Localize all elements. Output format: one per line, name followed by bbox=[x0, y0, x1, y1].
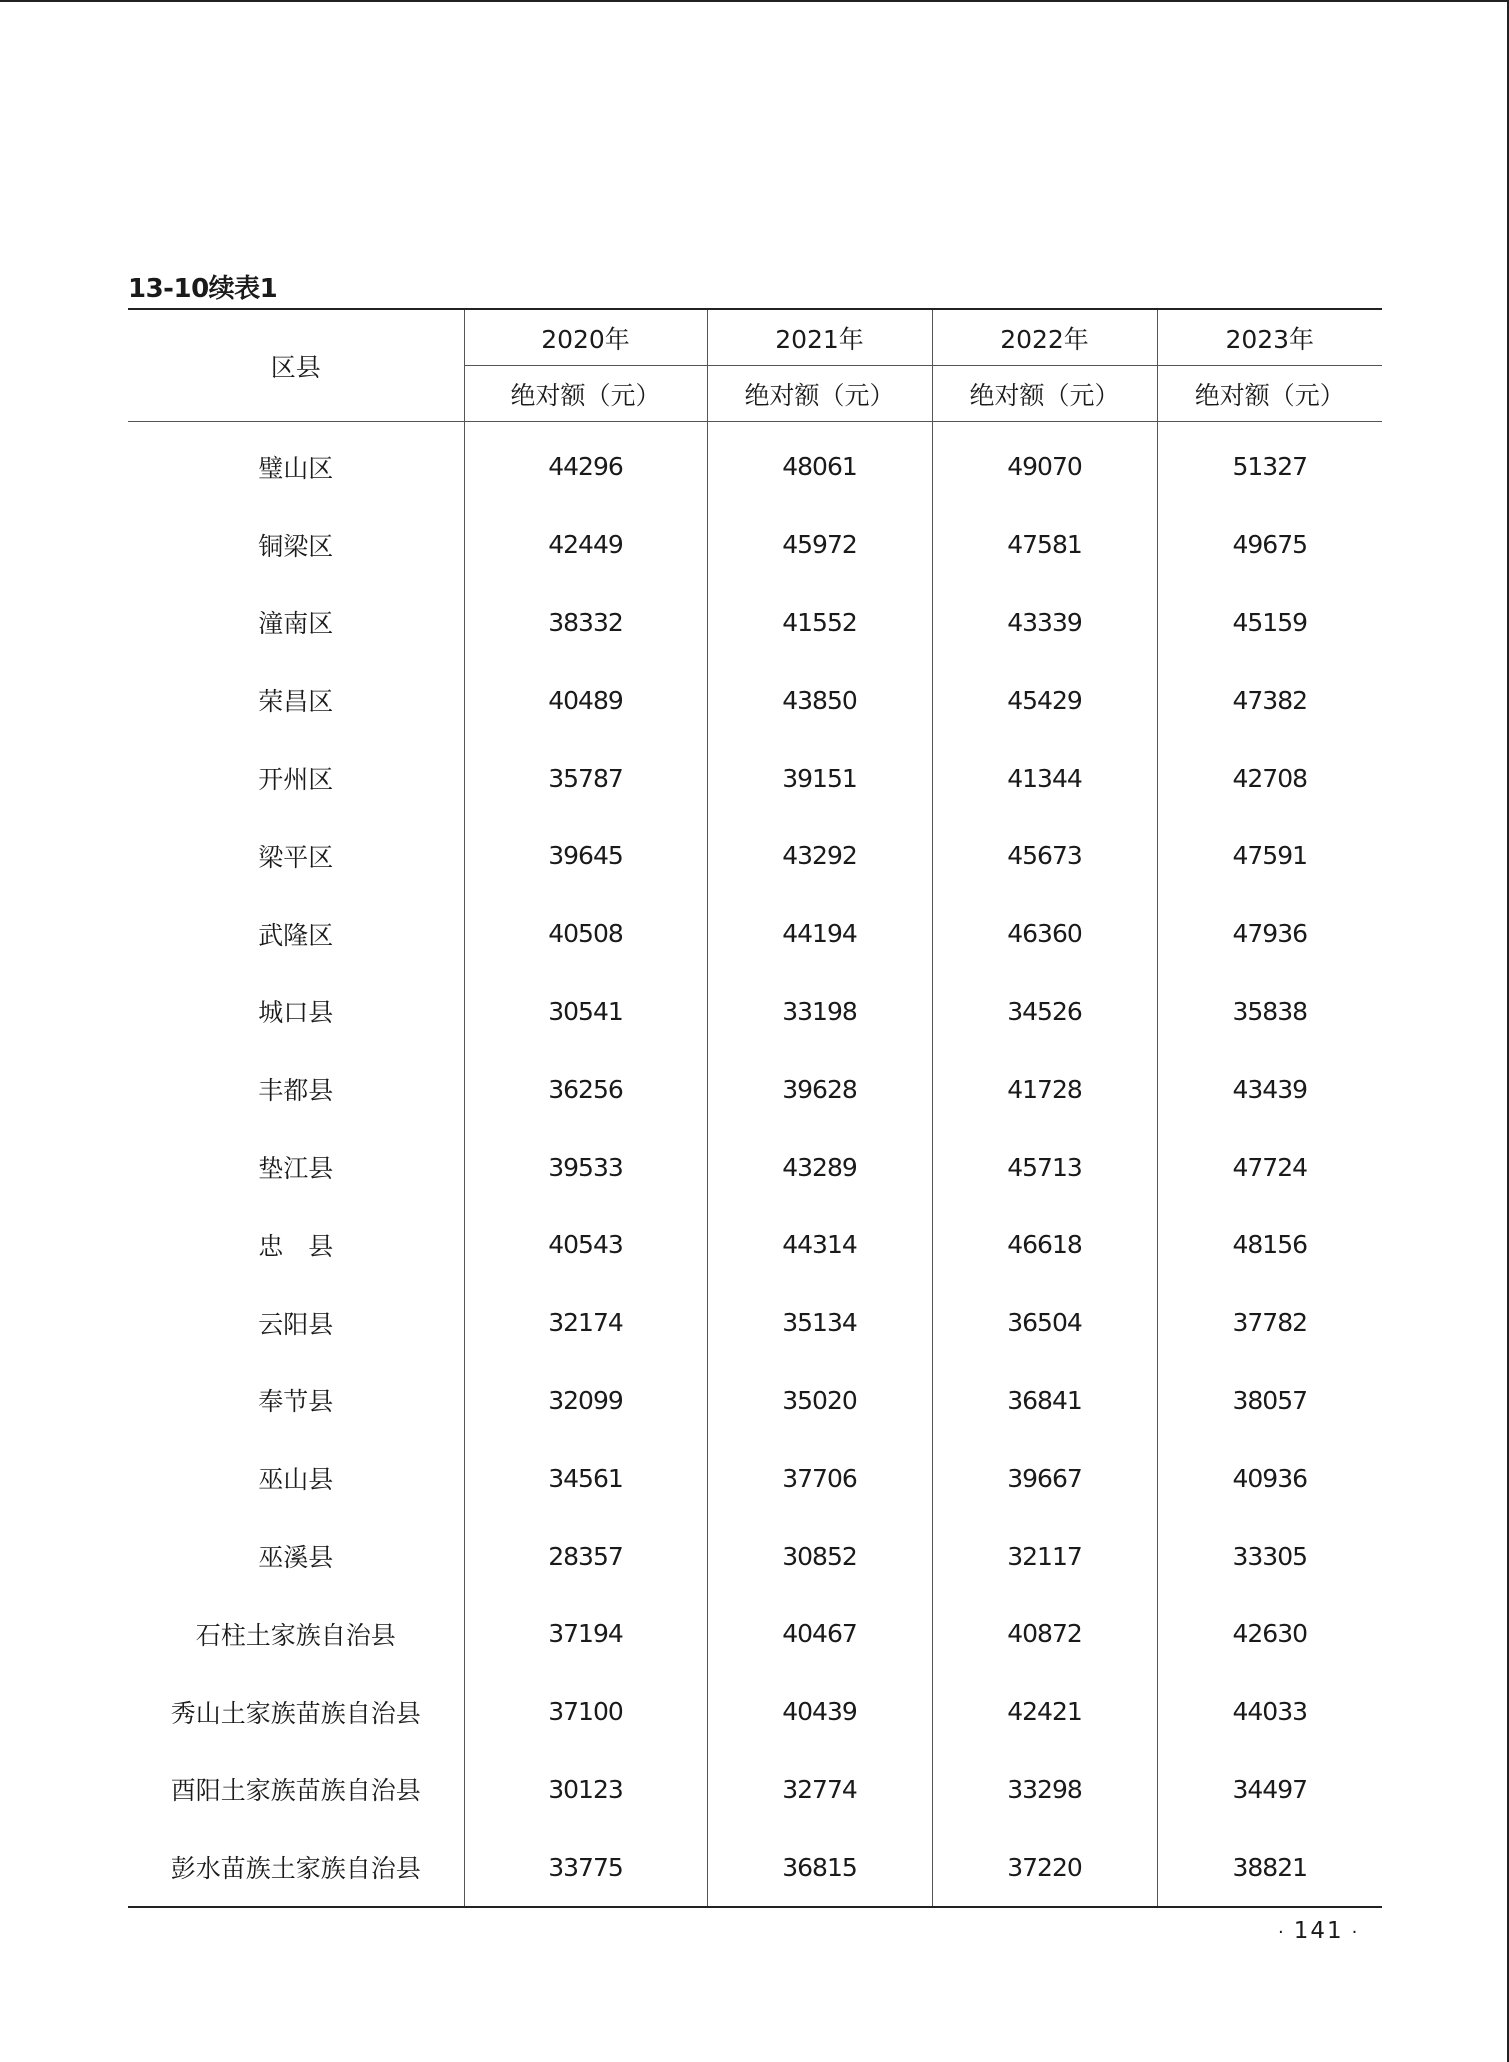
value-2021-cell: 43850 bbox=[707, 661, 932, 739]
table-header bbox=[128, 309, 1382, 422]
value-2023-cell: 51327 bbox=[1157, 422, 1382, 506]
measure-header-2021: 绝对额（元） bbox=[707, 366, 932, 422]
value-2022-cell: 32117 bbox=[932, 1517, 1157, 1595]
value-2023-cell: 40936 bbox=[1157, 1439, 1382, 1517]
value-2023-cell: 33305 bbox=[1157, 1517, 1382, 1595]
value-2020-cell: 34561 bbox=[464, 1439, 707, 1517]
value-2023-cell: 49675 bbox=[1157, 506, 1382, 584]
value-2022-cell: 43339 bbox=[932, 584, 1157, 662]
value-2021-cell: 48061 bbox=[707, 422, 932, 506]
page-number-dot-right: · bbox=[1351, 1922, 1360, 1943]
value-2023-cell: 45159 bbox=[1157, 584, 1382, 662]
table-row bbox=[128, 1206, 1382, 1284]
value-2023-cell: 35838 bbox=[1157, 973, 1382, 1051]
value-2021-cell: 39151 bbox=[707, 739, 932, 817]
value-2020-cell: 32099 bbox=[464, 1362, 707, 1440]
region-cell: 忠 县 bbox=[258, 1231, 334, 1261]
year-header-2023: 2023年 bbox=[1157, 309, 1382, 366]
region-cell: 巫山县 bbox=[258, 1465, 334, 1495]
value-2022-cell: 33298 bbox=[932, 1751, 1157, 1829]
region-cell: 巫溪县 bbox=[258, 1543, 334, 1573]
table-row bbox=[128, 661, 1382, 739]
value-2021-cell: 43289 bbox=[707, 1128, 932, 1206]
data-table bbox=[128, 308, 1382, 1908]
value-2020-cell: 39533 bbox=[464, 1128, 707, 1206]
value-2023-cell: 34497 bbox=[1157, 1751, 1382, 1829]
value-2020-cell: 38332 bbox=[464, 584, 707, 662]
measure-header-2020: 绝对额（元） bbox=[464, 366, 707, 422]
value-2022-cell: 46618 bbox=[932, 1206, 1157, 1284]
region-cell: 梁平区 bbox=[258, 842, 334, 872]
value-2022-cell: 47581 bbox=[932, 506, 1157, 584]
value-2020-cell: 37100 bbox=[464, 1673, 707, 1751]
value-2022-cell: 46360 bbox=[932, 895, 1157, 973]
value-2022-cell: 40872 bbox=[932, 1595, 1157, 1673]
measure-header-2023: 绝对额（元） bbox=[1157, 366, 1382, 422]
value-2023-cell: 38057 bbox=[1157, 1362, 1382, 1440]
region-cell: 璧山区 bbox=[258, 453, 334, 483]
value-2022-cell: 34526 bbox=[932, 973, 1157, 1051]
region-cell: 奉节县 bbox=[258, 1387, 334, 1417]
value-2021-cell: 40467 bbox=[707, 1595, 932, 1673]
page-number-dot-left: · bbox=[1278, 1922, 1286, 1943]
value-2023-cell: 47382 bbox=[1157, 661, 1382, 739]
region-cell: 彭水苗族土家族自治县 bbox=[128, 1828, 464, 1907]
table-body bbox=[128, 422, 1382, 1908]
value-2022-cell: 45429 bbox=[932, 661, 1157, 739]
table-row bbox=[128, 1439, 1382, 1517]
table-row bbox=[128, 817, 1382, 895]
value-2022-cell: 41344 bbox=[932, 739, 1157, 817]
value-2022-cell: 45713 bbox=[932, 1128, 1157, 1206]
value-2022-cell: 42421 bbox=[932, 1673, 1157, 1751]
value-2020-cell: 30123 bbox=[464, 1751, 707, 1829]
value-2020-cell: 42449 bbox=[464, 506, 707, 584]
value-2022-cell: 39667 bbox=[932, 1439, 1157, 1517]
region-cell: 荣昌区 bbox=[258, 687, 334, 717]
page-number-value: 141 bbox=[1293, 1918, 1344, 1944]
table-row bbox=[128, 1595, 1382, 1673]
value-2020-cell: 40508 bbox=[464, 895, 707, 973]
region-cell: 城口县 bbox=[258, 998, 334, 1028]
year-header-2021: 2021年 bbox=[707, 309, 932, 366]
region-cell: 丰都县 bbox=[258, 1076, 334, 1106]
value-2020-cell: 33775 bbox=[464, 1828, 707, 1907]
value-2021-cell: 43292 bbox=[707, 817, 932, 895]
year-header-2020: 2020年 bbox=[464, 309, 707, 366]
value-2022-cell: 45673 bbox=[932, 817, 1157, 895]
table-row bbox=[128, 1673, 1382, 1751]
table-row bbox=[128, 739, 1382, 817]
value-2020-cell: 40543 bbox=[464, 1206, 707, 1284]
measure-header-2022: 绝对额（元） bbox=[932, 366, 1157, 422]
value-2021-cell: 32774 bbox=[707, 1751, 932, 1829]
page-number bbox=[1270, 1918, 1367, 1944]
value-2023-cell: 48156 bbox=[1157, 1206, 1382, 1284]
table-row bbox=[128, 1517, 1382, 1595]
value-2021-cell: 39628 bbox=[707, 1050, 932, 1128]
value-2021-cell: 40439 bbox=[707, 1673, 932, 1751]
value-2022-cell: 49070 bbox=[932, 422, 1157, 506]
year-header-2022: 2022年 bbox=[932, 309, 1157, 366]
region-cell: 酉阳土家族苗族自治县 bbox=[170, 1776, 421, 1806]
value-2023-cell: 37782 bbox=[1157, 1284, 1382, 1362]
value-2020-cell: 36256 bbox=[464, 1050, 707, 1128]
table-row bbox=[128, 422, 1382, 506]
value-2021-cell: 44314 bbox=[707, 1206, 932, 1284]
table-title: 13-10续表1 bbox=[128, 274, 278, 304]
value-2020-cell: 35787 bbox=[464, 739, 707, 817]
value-2020-cell: 39645 bbox=[464, 817, 707, 895]
region-cell: 石柱土家族自治县 bbox=[195, 1620, 396, 1650]
value-2023-cell: 47724 bbox=[1157, 1128, 1382, 1206]
value-2021-cell: 35020 bbox=[707, 1362, 932, 1440]
value-2022-cell: 41728 bbox=[932, 1050, 1157, 1128]
table-row bbox=[128, 895, 1382, 973]
value-2021-cell: 37706 bbox=[707, 1439, 932, 1517]
value-2020-cell: 28357 bbox=[464, 1517, 707, 1595]
table-row bbox=[128, 1362, 1382, 1440]
table-row bbox=[128, 584, 1382, 662]
region-cell: 云阳县 bbox=[258, 1309, 334, 1339]
value-2022-cell: 36841 bbox=[932, 1362, 1157, 1440]
table-row bbox=[128, 1828, 1382, 1907]
value-2021-cell: 33198 bbox=[707, 973, 932, 1051]
value-2021-cell: 44194 bbox=[707, 895, 932, 973]
value-2023-cell: 43439 bbox=[1157, 1050, 1382, 1128]
table-row bbox=[128, 1128, 1382, 1206]
region-column-header: 区县 bbox=[128, 309, 464, 422]
region-cell: 潼南区 bbox=[258, 609, 334, 639]
value-2020-cell: 32174 bbox=[464, 1284, 707, 1362]
table-row bbox=[128, 506, 1382, 584]
value-2021-cell: 36815 bbox=[707, 1828, 932, 1907]
value-2023-cell: 47591 bbox=[1157, 817, 1382, 895]
value-2020-cell: 30541 bbox=[464, 973, 707, 1051]
table-row bbox=[128, 1050, 1382, 1128]
value-2022-cell: 36504 bbox=[932, 1284, 1157, 1362]
region-cell: 开州区 bbox=[258, 765, 334, 795]
value-2023-cell: 42630 bbox=[1157, 1595, 1382, 1673]
value-2020-cell: 40489 bbox=[464, 661, 707, 739]
value-2021-cell: 45972 bbox=[707, 506, 932, 584]
value-2023-cell: 38821 bbox=[1157, 1828, 1382, 1907]
value-2023-cell: 42708 bbox=[1157, 739, 1382, 817]
value-2021-cell: 30852 bbox=[707, 1517, 932, 1595]
value-2021-cell: 41552 bbox=[707, 584, 932, 662]
value-2020-cell: 37194 bbox=[464, 1595, 707, 1673]
value-2021-cell: 35134 bbox=[707, 1284, 932, 1362]
page-top-border bbox=[0, 0, 1509, 2]
value-2022-cell: 37220 bbox=[932, 1828, 1157, 1907]
value-2020-cell: 44296 bbox=[464, 422, 707, 506]
region-cell: 秀山土家族苗族自治县 bbox=[170, 1698, 421, 1728]
value-2023-cell: 44033 bbox=[1157, 1673, 1382, 1751]
table-row bbox=[128, 973, 1382, 1051]
region-cell: 垫江县 bbox=[258, 1154, 334, 1184]
value-2023-cell: 47936 bbox=[1157, 895, 1382, 973]
table-row bbox=[128, 1751, 1382, 1829]
region-cell: 铜梁区 bbox=[258, 531, 334, 561]
table-row bbox=[128, 1284, 1382, 1362]
region-cell: 武隆区 bbox=[258, 920, 334, 950]
